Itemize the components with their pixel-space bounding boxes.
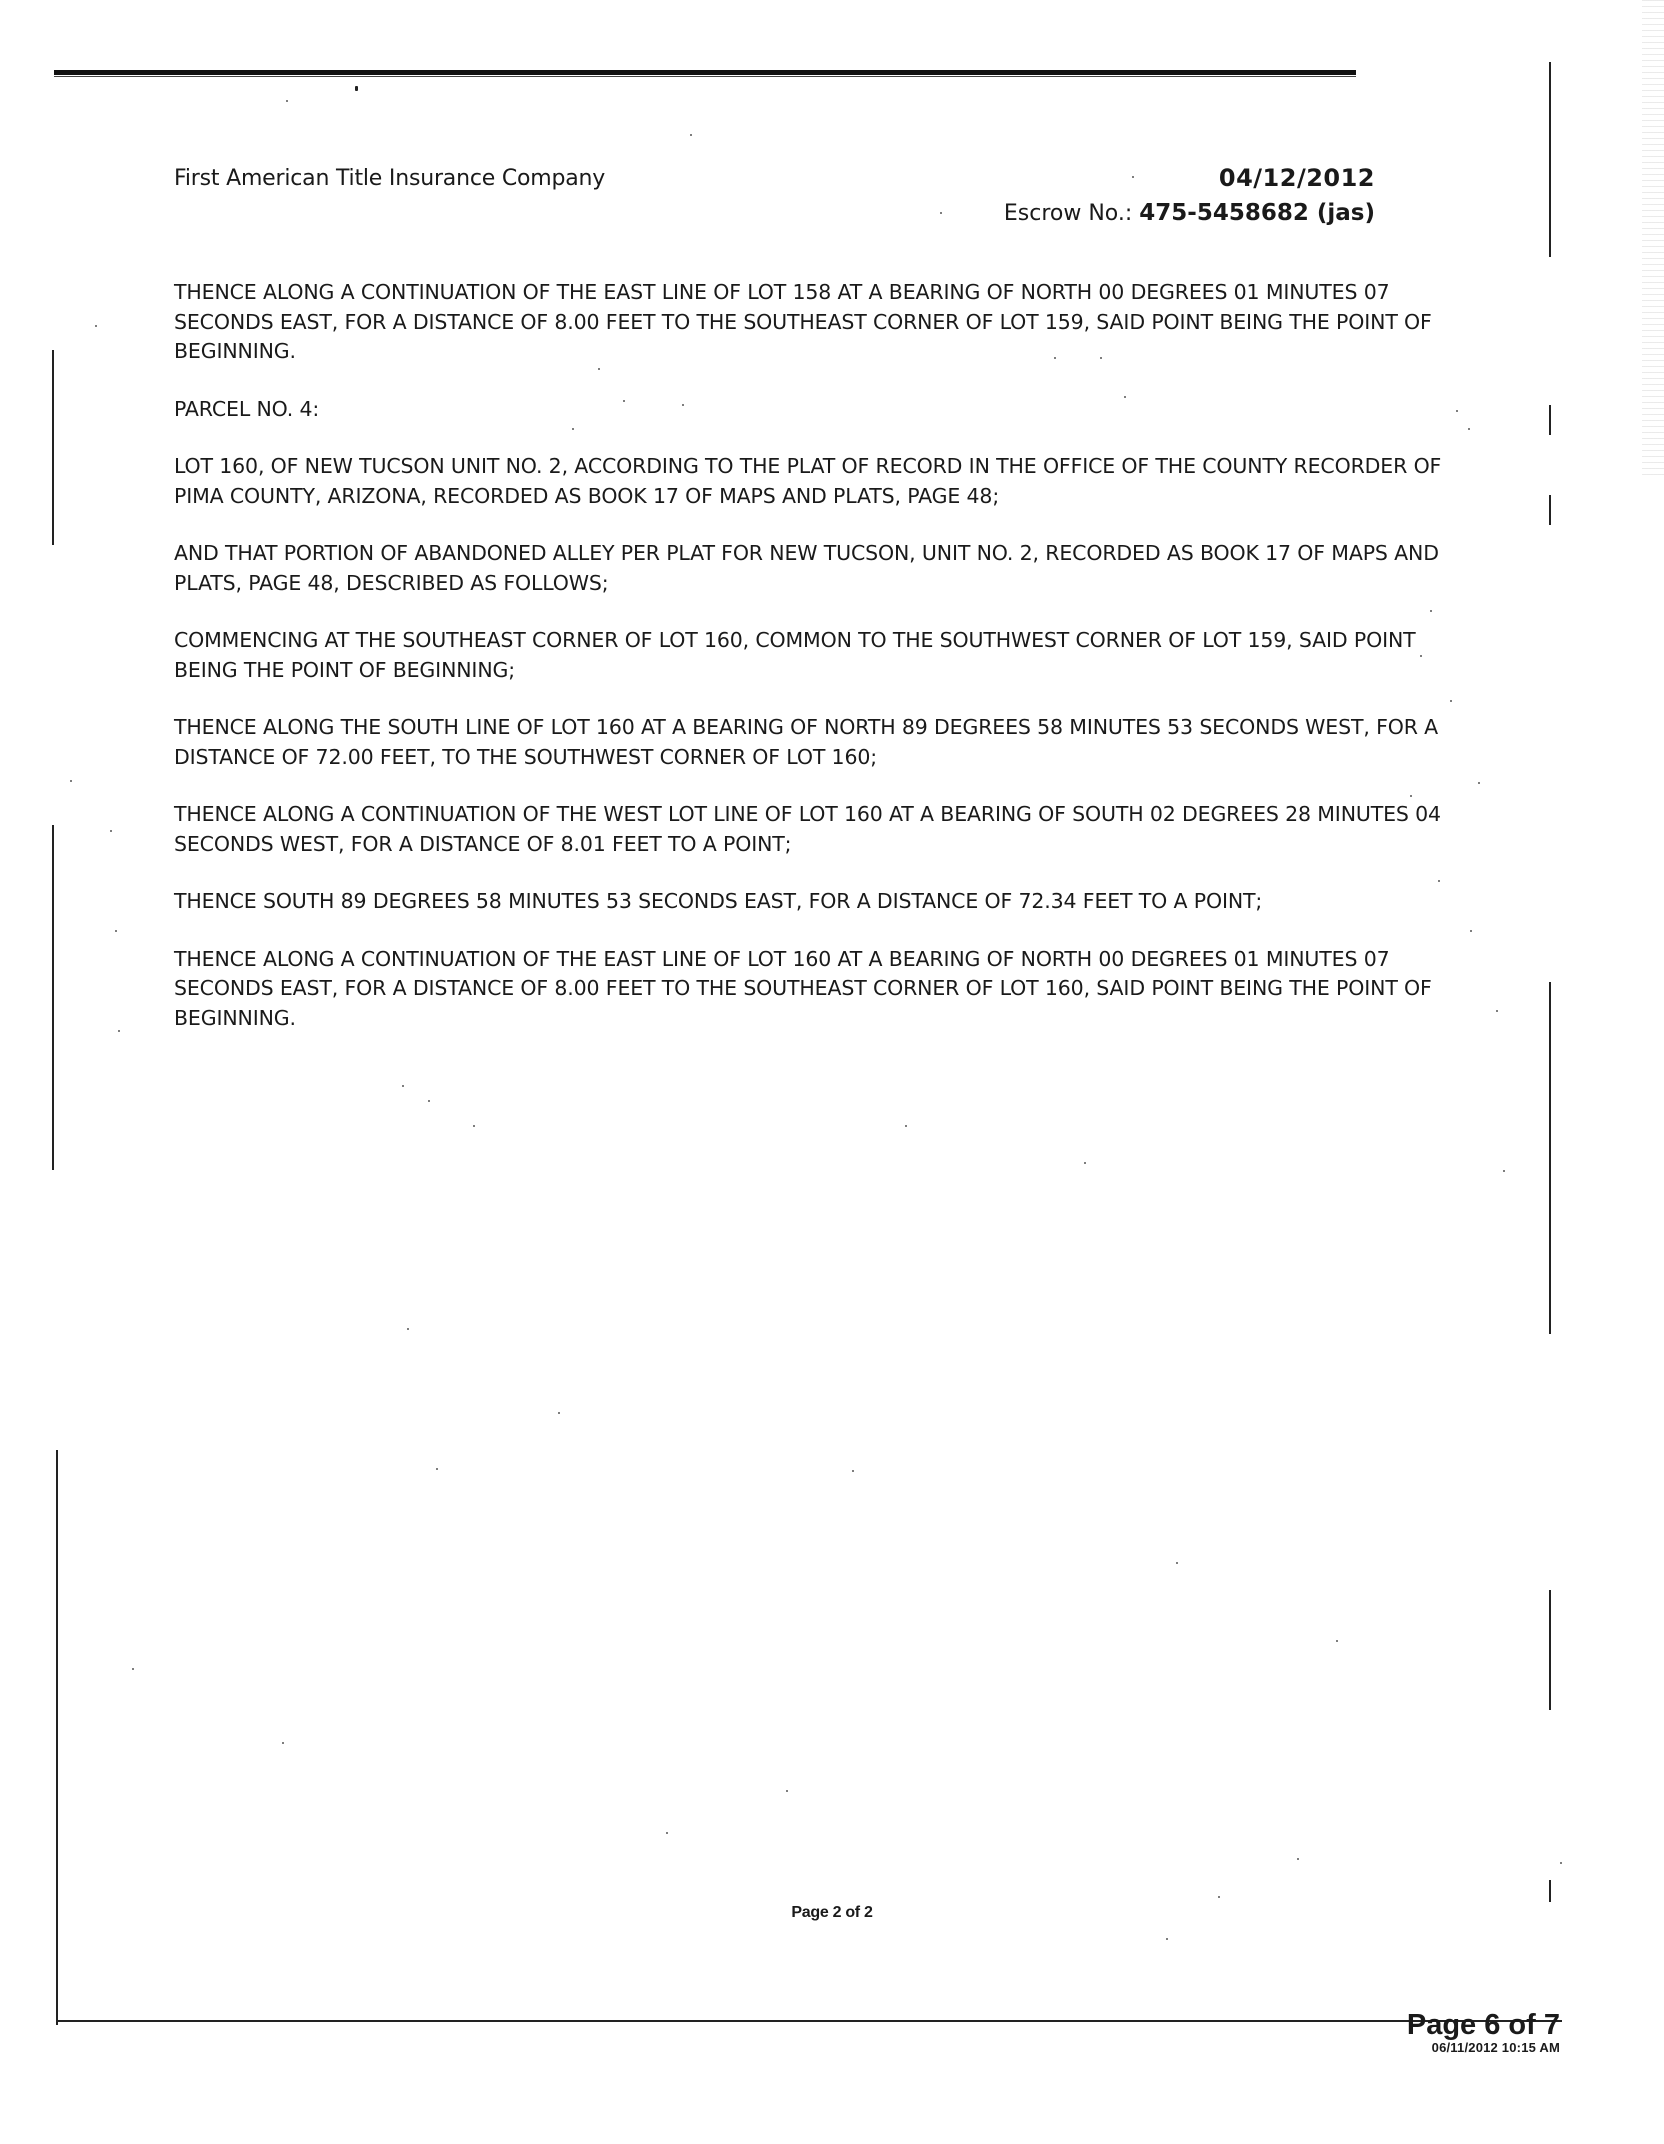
- scan-line: [1549, 495, 1551, 525]
- scan-speck: [1456, 410, 1458, 412]
- top-rule-thin: [54, 76, 1356, 77]
- scan-speck: [407, 1328, 409, 1330]
- scan-speck: [1084, 1162, 1086, 1164]
- scan-line: [1549, 1880, 1551, 1902]
- scan-speck: [428, 1100, 430, 1102]
- scan-speck: [666, 1832, 668, 1834]
- scan-speck: [852, 1470, 854, 1472]
- scan-speck: [1496, 1010, 1498, 1012]
- scan-speck: [118, 1030, 120, 1032]
- scan-speck: [473, 1125, 475, 1127]
- scan-speck: [786, 1790, 788, 1792]
- paragraph: THENCE ALONG A CONTINUATION OF THE EAST LINE OF LOT 158 AT A BEARING OF NORTH 00 DEGREES 01 MINUTES 07 SECONDS EAST, FOR A DISTANCE OF 8.00 FEET TO THE SOUTHEAST CORNER OF LOT 159, SAID POINT BEING THE POINT OF BEGINNING.: [174, 280, 1432, 363]
- scan-speck: [1470, 930, 1472, 932]
- paragraph: THENCE SOUTH 89 DEGREES 58 MINUTES 53 SECONDS EAST, FOR A DISTANCE OF 72.34 FEET TO A POINT;: [174, 889, 1263, 913]
- paragraph: THENCE ALONG THE SOUTH LINE OF LOT 160 AT A BEARING OF NORTH 89 DEGREES 58 MINUTES 53 SECONDS WEST, FOR A DISTANCE OF 72.00 FEET, TO THE SOUTHWEST CORNER OF LOT 160;: [174, 715, 1439, 769]
- scan-speck: [436, 1468, 438, 1470]
- inner-page-number: Page 2 of 2: [791, 1904, 873, 1921]
- scan-speck: [558, 1412, 560, 1414]
- bottom-rule: [58, 2020, 1562, 2022]
- escrow-line: [990, 200, 1375, 226]
- scan-speck: [70, 780, 72, 782]
- paragraph: LOT 160, OF NEW TUCSON UNIT NO. 2, ACCORDING TO THE PLAT OF RECORD IN THE OFFICE OF THE COUNTY RECORDER OF PIMA COUNTY, ARIZONA, RECORDED AS BOOK 17 OF MAPS AND PLATS, PAGE 48;: [174, 454, 1442, 508]
- scan-speck: [115, 930, 117, 932]
- scan-speck: [940, 212, 942, 214]
- legal-description: [174, 278, 1442, 1061]
- scan-speck: [402, 1085, 404, 1087]
- scan-speck: [1503, 1170, 1505, 1172]
- scan-speck: [1176, 1562, 1178, 1564]
- company-name: First American Title Insurance Company: [174, 166, 606, 191]
- scan-edge-speckle: [1642, 0, 1664, 480]
- scan-speck: [1218, 1896, 1220, 1898]
- scan-speck: [355, 86, 358, 91]
- scan-speck: [1468, 428, 1470, 430]
- scan-speck: [95, 325, 97, 327]
- top-rule: [54, 70, 1356, 75]
- paragraph: THENCE ALONG A CONTINUATION OF THE EAST LINE OF LOT 160 AT A BEARING OF NORTH 00 DEGREES 01 MINUTES 07 SECONDS EAST, FOR A DISTANCE OF 8.00 FEET TO THE SOUTHEAST CORNER OF LOT 160, SAID POINT BEING THE POINT OF BEGINNING.: [174, 946, 1432, 1030]
- escrow-number: 475-5458682 (jas): [1139, 200, 1375, 226]
- scan-speck: [282, 1742, 284, 1744]
- scan-speck: [1166, 1938, 1168, 1940]
- parcel-heading: PARCEL NO. 4:: [174, 396, 320, 421]
- fax-footer: [1407, 2010, 1560, 2055]
- scan-line: [1549, 1590, 1551, 1710]
- paragraph: COMMENCING AT THE SOUTHEAST CORNER OF LOT 160, COMMON TO THE SOUTHWEST CORNER OF LOT 159, SAID POINT BEING THE POINT OF BEGINNING;: [174, 628, 1416, 682]
- escrow-label: Escrow No.:: [1003, 201, 1133, 226]
- header-right: [990, 164, 1375, 226]
- paragraph: AND THAT PORTION OF ABANDONED ALLEY PER PLAT FOR NEW TUCSON, UNIT NO. 2, RECORDED AS BOOK 17 OF MAPS AND PLATS, PAGE 48, DESCRIBED AS FOLLOWS;: [174, 541, 1439, 595]
- scan-speck: [905, 1125, 907, 1127]
- scan-line: [1549, 982, 1551, 1334]
- document-date: 04/12/2012: [1218, 164, 1375, 192]
- scan-speck: [286, 100, 288, 102]
- fax-page-number: Page 6 of 7: [1406, 2009, 1560, 2041]
- paragraph: THENCE ALONG A CONTINUATION OF THE WEST LOT LINE OF LOT 160 AT A BEARING OF SOUTH 02 DEGREES 28 MINUTES 04 SECONDS WEST, FOR A DISTANCE OF 8.01 FEET TO A POINT;: [174, 802, 1441, 856]
- scan-line: [52, 825, 54, 1170]
- scan-speck: [1297, 1858, 1299, 1860]
- scan-line: [56, 1450, 58, 2025]
- scan-speck: [110, 830, 112, 832]
- scan-line: [1549, 62, 1551, 257]
- scan-speck: [1450, 700, 1452, 702]
- scan-speck: [1560, 1862, 1562, 1864]
- scan-line: [1549, 405, 1551, 435]
- scan-speck: [132, 1668, 134, 1670]
- scan-speck: [1336, 1640, 1338, 1642]
- scan-line: [52, 350, 54, 545]
- fax-timestamp: 06/11/2012 10:15 AM: [1431, 2040, 1560, 2055]
- scan-speck: [690, 134, 692, 136]
- scan-speck: [1478, 782, 1480, 784]
